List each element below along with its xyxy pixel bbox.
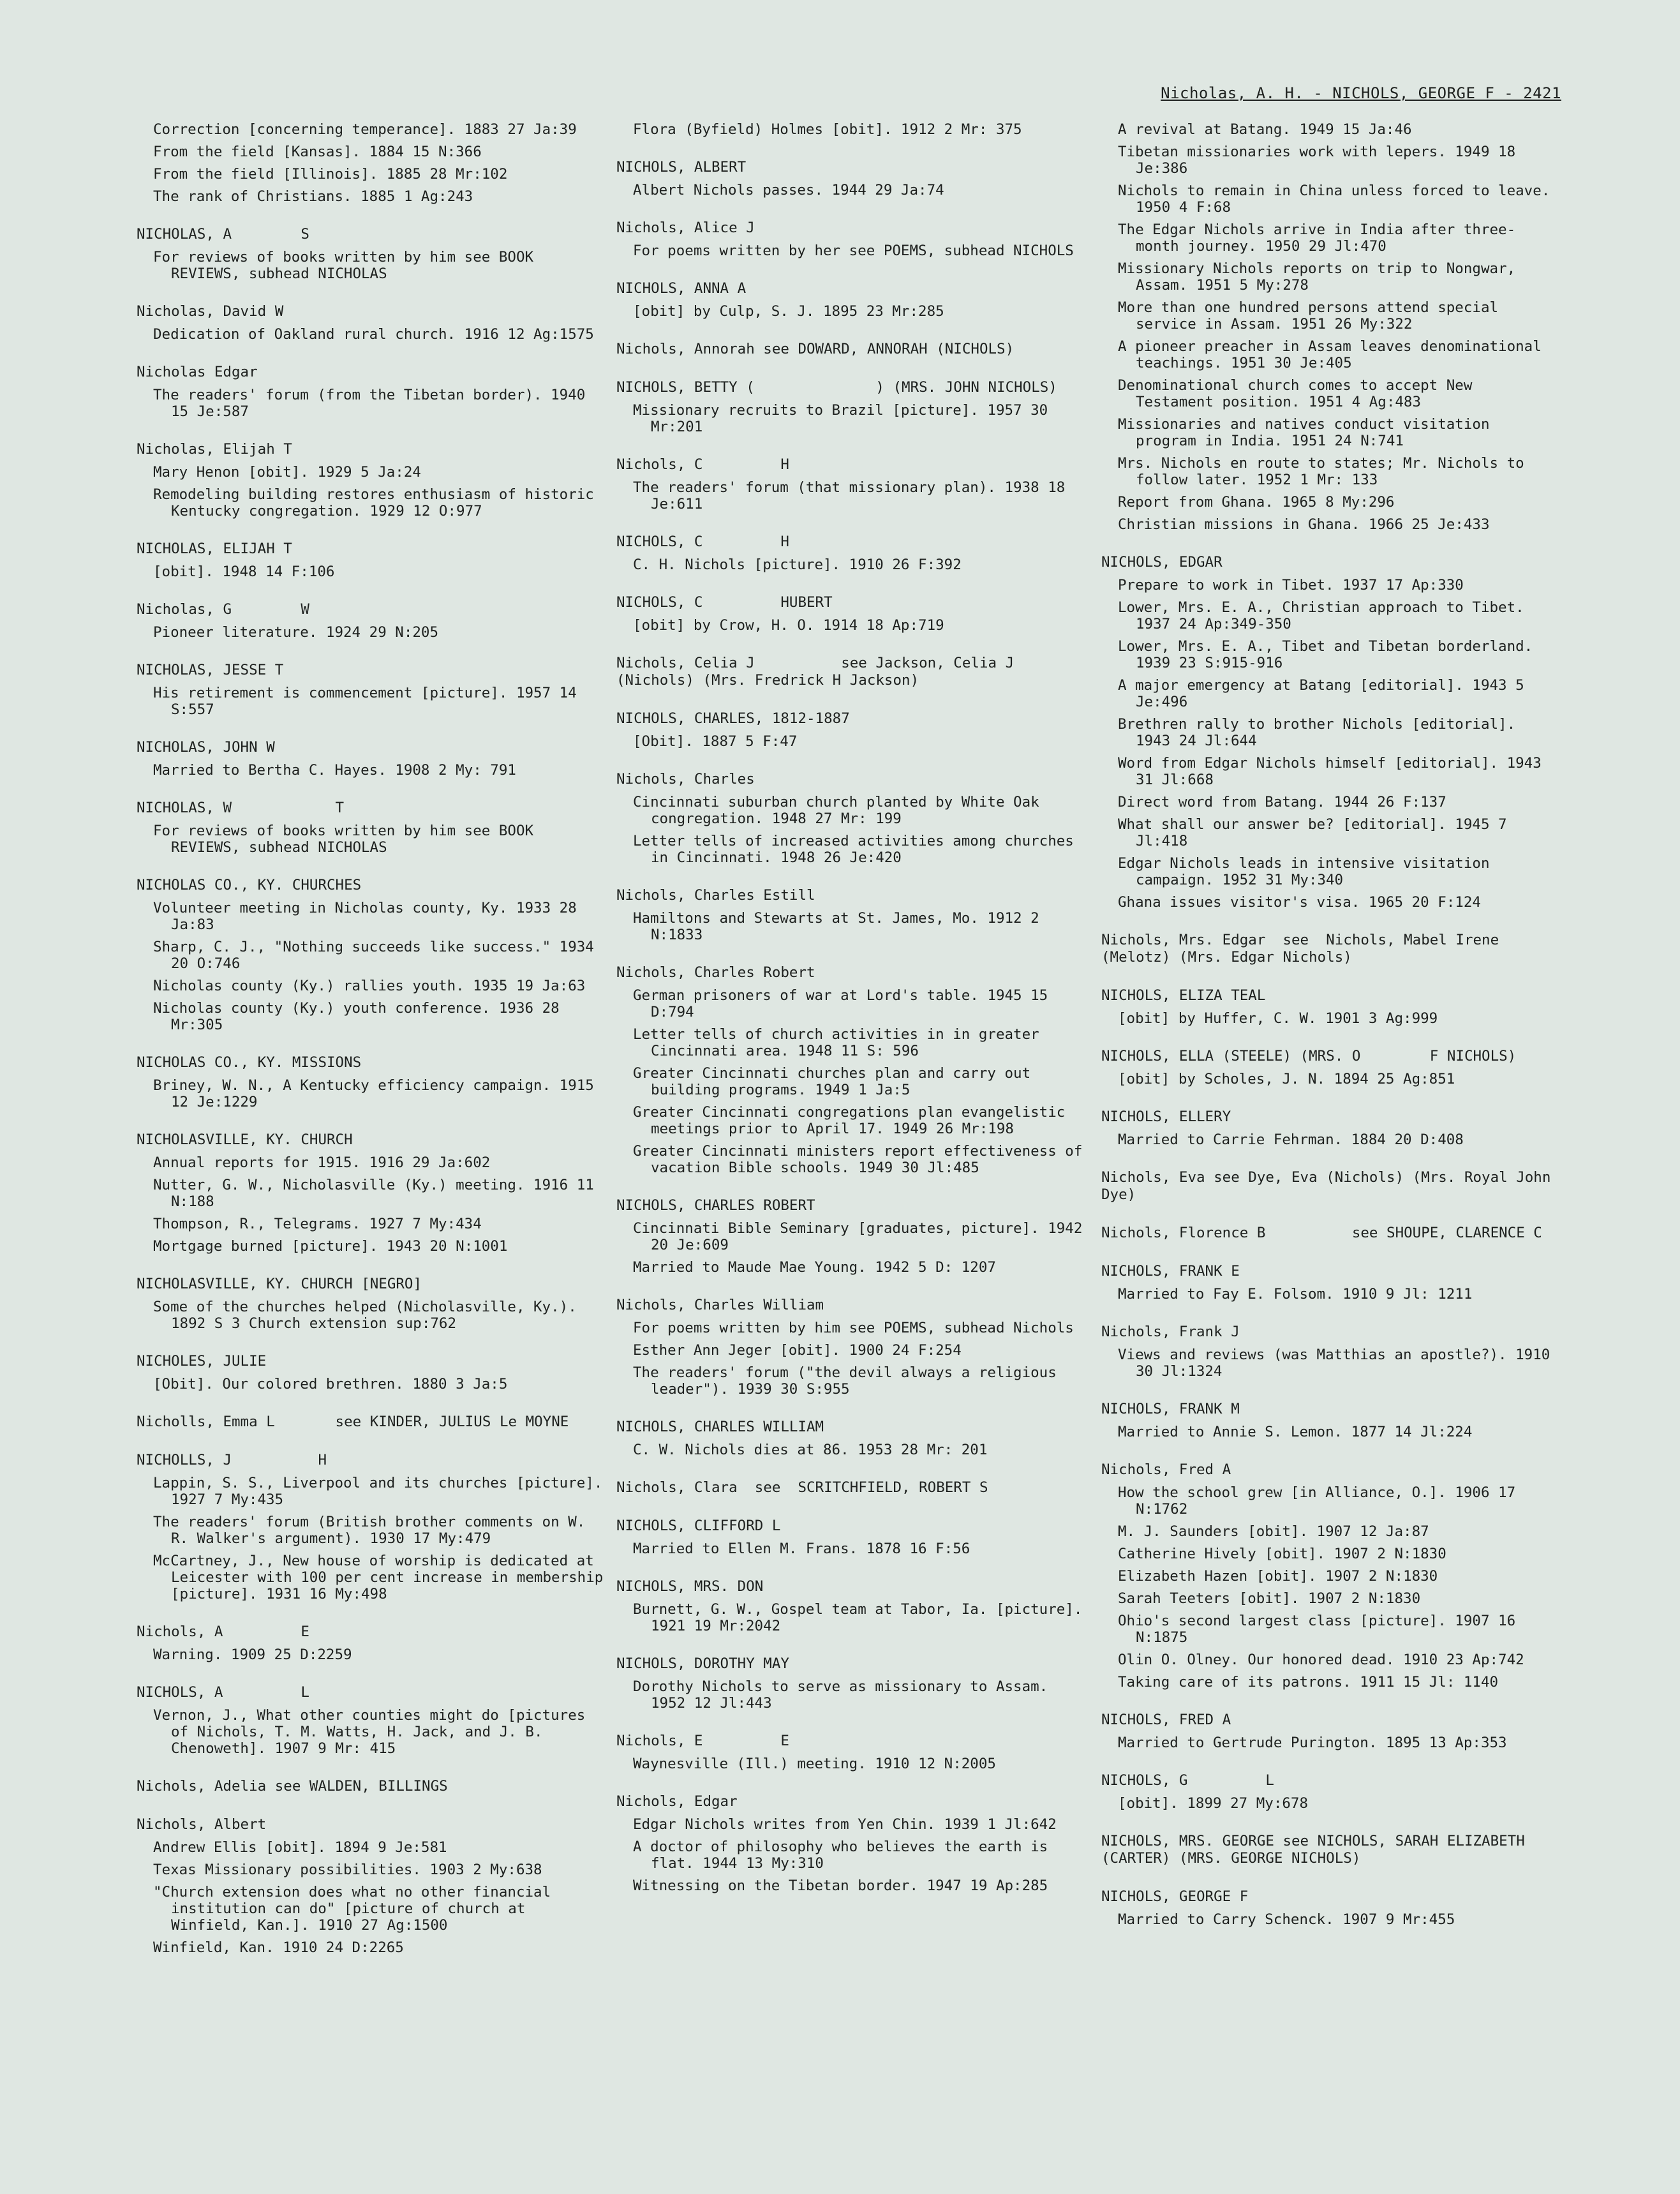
index-entry	[134, 1623, 606, 1663]
index-entry	[614, 456, 1086, 512]
entry-heading: Nichols, Annorah see DOWARD, ANNORAH (NICHOLS)	[616, 341, 1015, 357]
index-column-2	[614, 121, 1091, 1915]
entry-citation: A revival at Batang. 1949 15 Ja:46	[1118, 121, 1412, 138]
index-entry	[134, 1054, 606, 1110]
index-column-3	[1099, 121, 1558, 1949]
entry-citation: Married to Carry Schenck. 1907 9 Mr:455	[1118, 1911, 1455, 1928]
entry-citation: For poems written by her see POEMS, subhead NICHOLS	[633, 243, 1074, 259]
entry-heading: NICHOLS, CHARLES ROBERT	[616, 1197, 815, 1214]
entry-heading: NICHOLS, CHARLES WILLIAM	[616, 1419, 824, 1435]
entry-citation: How the school grew [in Alliance, O.]. 1906 17 N:1762	[1118, 1484, 1524, 1518]
entry-heading: Nichols, Florence B see SHOUPE, CLARENCE C	[1101, 1225, 1542, 1241]
entry-heading: Nichols, Charles	[616, 771, 755, 787]
entry-citation: Thompson, R., Telegrams. 1927 7 My:434	[153, 1216, 482, 1232]
entry-citation: Married to Maude Mae Young. 1942 5 D: 1207	[633, 1259, 996, 1276]
entry-heading: NICHOLS, GEORGE F	[1101, 1888, 1249, 1905]
entry-citation: Mary Henon [obit]. 1929 5 Ja:24	[153, 464, 421, 481]
index-entry	[1099, 1401, 1558, 1440]
index-entry	[1099, 1048, 1558, 1087]
entry-citation: Lower, Mrs. E. A., Tibet and Tibetan borderland. 1939 23 S:915-916	[1118, 638, 1542, 671]
entry-citation: The readers' forum (that missionary plan). 1938 18 Je:611	[633, 479, 1074, 512]
entry-citation: Letter tells of church activities in in greater Cincinnati area. 1948 11 S: 596	[633, 1026, 1048, 1059]
entry-heading: NICHOLS, ELLA (STEELE) (MRS. O F NICHOLS)	[1101, 1048, 1517, 1064]
entry-citation: [obit]. 1948 14 F:106	[153, 563, 335, 580]
index-entry	[1099, 1108, 1558, 1148]
index-entry	[134, 1684, 606, 1757]
entry-heading: NICHOLAS, A S	[137, 226, 309, 243]
index-entry	[134, 1353, 606, 1392]
entry-citation: Missionary recruits to Brazil [picture]. 1957 30 Mr:201	[633, 402, 1057, 435]
entry-citation: Direct word from Batang. 1944 26 F:137	[1118, 794, 1446, 810]
entry-heading: Nichols, Fred A	[1101, 1461, 1231, 1478]
index-entry	[614, 1578, 1091, 1634]
entry-citation: Married to Carrie Fehrman. 1884 20 D:408	[1118, 1131, 1464, 1148]
entry-citation: [obit] by Huffer, C. W. 1901 3 Ag:999	[1118, 1010, 1438, 1027]
entry-citation: The readers' forum (from the Tibetan border). 1940 15 Je:587	[153, 387, 594, 420]
index-entry	[1099, 932, 1558, 966]
entry-citation: Pioneer literature. 1924 29 N:205	[153, 624, 439, 641]
entry-citation: Married to Ellen M. Frans. 1878 16 F:56	[633, 1541, 970, 1557]
entry-citation: From the field [Kansas]. 1884 15 N:366	[153, 144, 482, 160]
entry-citation: Missionary Nichols reports on trip to Nongwar, Assam. 1951 5 My:278	[1118, 260, 1524, 294]
entry-heading: NICHOLS, MRS. DON	[616, 1578, 764, 1595]
entry-citation: McCartney, J., New house of worship is dedicated at Leicester with 100 per cent increase in membership [picture]. 1931 16 My:498	[153, 1553, 612, 1602]
entry-citation: Briney, W. N., A Kentucky efficiency campaign. 1915 12 Je:1229	[153, 1077, 603, 1110]
entry-citation: Esther Ann Jeger [obit]. 1900 24 F:254	[633, 1342, 962, 1359]
index-entry	[614, 887, 1086, 943]
entry-citation: Nutter, G. W., Nicholasville (Ky.) meeting. 1916 11 N:188	[153, 1177, 603, 1210]
entry-heading: NICHOLS, FRED A	[1101, 1712, 1231, 1728]
entry-heading: NICHOLS, C H	[616, 534, 789, 550]
entry-citation: [obit] by Culp, S. J. 1895 23 Mr:285	[633, 303, 944, 320]
entry-citation: More than one hundred persons attend special service in Assam. 1951 26 My:322	[1118, 299, 1507, 332]
entry-citation: Olin O. Olney. Our honored dead. 1910 23 Ap:742	[1118, 1652, 1524, 1668]
index-entry	[134, 739, 606, 779]
entry-citation: [obit] by Crow, H. O. 1914 18 Ap:719	[633, 617, 944, 634]
entry-citation: Warning. 1909 25 D:2259	[153, 1646, 352, 1663]
entry-citation: [Obit]. 1887 5 F:47	[633, 733, 798, 750]
index-entry	[1099, 554, 1558, 911]
running-head: Nicholas, A. H. - NICHOLS, GEORGE F - 2421	[1161, 84, 1561, 102]
entry-heading: NICHOLASVILLE, KY. CHURCH	[137, 1131, 353, 1148]
entry-heading: NICHOLS, FRANK M	[1101, 1401, 1240, 1417]
entry-citation: Greater Cincinnati congregations plan evangelistic meetings prior to April 17. 1949 26 Mr:198	[633, 1104, 1074, 1137]
index-entry	[134, 121, 606, 205]
entry-citation: Tibetan missionaries work with lepers. 1949 18 Je:386	[1118, 144, 1524, 177]
entry-citation: Witnessing on the Tibetan border. 1947 19 Ap:285	[633, 1877, 1048, 1894]
entry-citation: Nicholas county (Ky.) rallies youth. 1935 19 Ja:63	[153, 978, 586, 994]
index-entry	[134, 1452, 612, 1602]
index-entry	[134, 800, 606, 856]
entry-citation: Sarah Teeters [obit]. 1907 2 N:1830	[1118, 1590, 1421, 1607]
entry-heading: NICHOLS, EDGAR	[1101, 554, 1223, 571]
entry-citation: Married to Gertrude Purington. 1895 13 Ap:353	[1118, 1735, 1507, 1751]
entry-citation: Ohio's second largest class [picture]. 1907 16 N:1875	[1118, 1613, 1524, 1646]
entry-citation: The Edgar Nichols arrive in India after three-month journey. 1950 29 Jl:470	[1118, 221, 1516, 255]
entry-heading: Nicholls, Emma L see KINDER, JULIUS Le MOYNE	[137, 1414, 569, 1430]
entry-citation: Flora (Byfield) Holmes [obit]. 1912 2 Mr: 375	[633, 121, 1022, 138]
index-entry	[614, 341, 1086, 358]
entry-citation: [obit] by Scholes, J. N. 1894 25 Ag:851	[1118, 1071, 1455, 1087]
entry-heading: NICHOLS, ELIZA TEAL	[1101, 987, 1266, 1004]
entry-citation: Christian missions in Ghana. 1966 25 Je:433	[1118, 516, 1490, 533]
entry-heading: Nichols, Charles Robert	[616, 964, 815, 981]
entry-citation: Greater Cincinnati churches plan and carry out building programs. 1949 1 Ja:5	[633, 1065, 1039, 1098]
entry-citation: Mortgage burned [picture]. 1943 20 N:1001	[153, 1238, 508, 1255]
index-entry	[134, 1414, 606, 1431]
entry-citation: Winfield, Kan. 1910 24 D:2265	[153, 1939, 404, 1956]
entry-citation: C. H. Nichols [picture]. 1910 26 F:392	[633, 556, 962, 573]
entry-citation: Ghana issues visitor's visa. 1965 20 F:124	[1118, 894, 1481, 911]
index-entry	[134, 1276, 606, 1332]
entry-heading: NICHOLAS CO., KY. MISSIONS	[137, 1054, 362, 1071]
index-entry	[1099, 1833, 1558, 1867]
entry-citation: Cincinnati suburban church planted by White Oak congregation. 1948 27 Mr: 199	[633, 794, 1048, 827]
index-entry	[134, 541, 606, 580]
entry-heading: Nichols, Edgar	[616, 1793, 738, 1810]
index-column-1	[134, 121, 612, 1977]
entry-citation: Prepare to work in Tibet. 1937 17 Ap:330	[1118, 577, 1464, 593]
entry-heading: NICHOLS, ELLERY	[1101, 1108, 1231, 1125]
index-entry	[614, 280, 1086, 320]
index-entry	[134, 441, 606, 519]
entry-heading: Nichols, Albert	[137, 1816, 267, 1833]
index-entry	[614, 594, 1086, 634]
entry-citation: Volunteer meeting in Nicholas county, Ky. 1933 28 Ja:83	[153, 900, 586, 933]
entry-heading: Nichols, Charles Estill	[616, 887, 815, 904]
entry-citation: Lower, Mrs. E. A., Christian approach to Tibet. 1937 24 Ap:349-350	[1118, 599, 1533, 632]
index-entry	[1099, 121, 1558, 533]
entry-citation: Lappin, S. S., Liverpool and its churches [picture]. 1927 7 My:435	[153, 1475, 611, 1508]
index-entry	[1099, 1225, 1558, 1242]
entry-heading: NICHOLAS CO., KY. CHURCHES	[137, 877, 362, 893]
entry-heading: Nicholas, G W	[137, 601, 309, 618]
entry-citation: A major emergency at Batang [editorial]. 1943 5 Je:496	[1118, 677, 1533, 710]
index-entry	[614, 1733, 1086, 1772]
index-entry	[614, 710, 1086, 750]
index-entry	[1099, 1263, 1558, 1302]
index-entry	[614, 1419, 1086, 1458]
index-entry	[134, 226, 606, 282]
entry-citation: For reviews of books written by him see BOOK REVIEWS, subhead NICHOLAS	[153, 249, 542, 282]
entry-heading: NICHOLS, ANNA A	[616, 280, 747, 297]
entry-heading: Nichols, Charles William	[616, 1297, 824, 1313]
entry-heading: NICHOLAS, ELIJAH T	[137, 541, 292, 557]
entry-citation: Cincinnati Bible Seminary [graduates, picture]. 1942 20 Je:609	[633, 1220, 1091, 1253]
entry-citation: Missionaries and natives conduct visitation program in India. 1951 24 N:741	[1118, 416, 1499, 449]
index-entry	[134, 601, 606, 641]
index-entry	[614, 1479, 1086, 1496]
entry-heading: Nichols, Clara see SCRITCHFIELD, ROBERT S	[616, 1479, 988, 1496]
entry-heading: Nichols, Alice J	[616, 220, 755, 236]
index-entry	[614, 1297, 1086, 1398]
index-entry	[134, 1131, 606, 1255]
index-entry	[614, 655, 1086, 689]
index-entry	[614, 771, 1086, 866]
index-entry	[614, 534, 1086, 573]
index-entry	[614, 1197, 1091, 1276]
entry-citation: Letter tells of increased activities among churches in Cincinnati. 1948 26 Je:420	[633, 833, 1083, 866]
entry-citation: M. J. Saunders [obit]. 1907 12 Ja:87	[1118, 1523, 1429, 1540]
entry-citation: What shall our answer be? [editorial]. 1945 7 Jl:418	[1118, 816, 1516, 849]
entry-citation: Brethren rally to brother Nichols [editorial]. 1943 24 Jl:644	[1118, 716, 1524, 749]
index-entry	[614, 121, 1086, 138]
index-entry	[614, 1655, 1086, 1712]
entry-heading: NICHOLS, BETTY ( ) (MRS. JOHN NICHOLS)	[616, 379, 1057, 396]
index-entry	[1099, 1461, 1558, 1690]
entry-heading: NICHOLS, ALBERT	[616, 159, 747, 175]
entry-citation: Elizabeth Hazen [obit]. 1907 2 N:1830	[1118, 1568, 1438, 1585]
entry-citation: Sharp, C. J., "Nothing succeeds like success." 1934 20 O:746	[153, 939, 603, 972]
index-entry	[614, 1518, 1086, 1557]
entry-citation: Vernon, J., What other counties might do [pictures of Nichols, T. M. Watts, H. Jack, and J. B. Chenoweth]. 1907 9 Mr: 415	[153, 1707, 594, 1757]
entry-citation: C. W. Nichols dies at 86. 1953 28 Mr: 201	[633, 1442, 988, 1458]
entry-heading: NICHOLES, JULIE	[137, 1353, 267, 1369]
entry-citation: Nicholas county (Ky.) youth conference. 1936 28 Mr:305	[153, 1000, 569, 1033]
entry-citation: Dorothy Nichols to serve as missionary to Assam. 1952 12 Jl:443	[633, 1678, 1057, 1712]
entry-citation: Word from Edgar Nichols himself [editorial]. 1943 31 Jl:668	[1118, 755, 1550, 788]
entry-heading: Nicholas Edgar	[137, 364, 258, 380]
entry-citation: Denominational church comes to accept New Testament position. 1951 4 Ag:483	[1118, 377, 1481, 410]
entry-heading: Nichols, Frank J	[1101, 1324, 1240, 1340]
entry-citation: Report from Ghana. 1965 8 My:296	[1118, 494, 1395, 511]
entry-citation: Mrs. Nichols en route to states; Mr. Nichols to follow later. 1952 1 Mr: 133	[1118, 455, 1533, 488]
entry-citation: Nichols to remain in China unless forced to leave. 1950 4 F:68	[1118, 183, 1559, 216]
entry-citation: "Church extension does what no other financial institution can do" [picture of church at Winfield, Kan.]. 1910 27 Ag:1500	[153, 1884, 560, 1934]
index-entry	[614, 379, 1086, 435]
index-entry	[614, 159, 1086, 198]
entry-heading: NICHOLS, G L	[1101, 1772, 1274, 1789]
entry-citation: Andrew Ellis [obit]. 1894 9 Je:581	[153, 1839, 447, 1856]
entry-heading: Nichols, E E	[616, 1733, 789, 1749]
entry-citation: Burnett, G. W., Gospel team at Tabor, Ia. [picture]. 1921 19 Mr:2042	[633, 1601, 1091, 1634]
entry-citation: Married to Fay E. Folsom. 1910 9 Jl: 1211	[1118, 1286, 1473, 1302]
entry-citation: Remodeling building restores enthusiasm of historic Kentucky congregation. 1929 12 O:977	[153, 486, 603, 519]
index-entry	[1099, 987, 1558, 1027]
entry-citation: Dedication of Oakland rural church. 1916 12 Ag:1575	[153, 326, 594, 343]
index-entry	[134, 364, 606, 420]
entry-citation: A doctor of philosophy who believes the earth is flat. 1944 13 My:310	[633, 1839, 1057, 1872]
entry-citation: From the field [Illinois]. 1885 28 Mr:102	[153, 166, 508, 183]
entry-citation: Hamiltons and Stewarts at St. James, Mo. 1912 2 N:1833	[633, 910, 1048, 943]
entry-heading: NICHOLS, FRANK E	[1101, 1263, 1240, 1280]
entry-heading: NICHOLS, MRS. GEORGE see NICHOLS, SARAH ELIZABETH (CARTER) (MRS. GEORGE NICHOLS)	[1101, 1833, 1534, 1867]
entry-citation: Texas Missionary possibilities. 1903 2 My:638	[153, 1862, 542, 1878]
entry-citation: Some of the churches helped (Nicholasville, Ky.). 1892 S 3 Church extension sup:762	[153, 1299, 586, 1332]
entry-citation: Edgar Nichols leads in intensive visitation campaign. 1952 31 My:340	[1118, 855, 1499, 888]
entry-citation: The readers' forum (British brother comments on W. R. Walker's argument). 1930 17 My:479	[153, 1514, 594, 1547]
entry-heading: NICHOLS, C HUBERT	[616, 594, 833, 611]
index-entry	[614, 1793, 1086, 1894]
entry-citation: Taking care of its patrons. 1911 15 Jl: 1140	[1118, 1674, 1499, 1690]
entry-heading: NICHOLASVILLE, KY. CHURCH [NEGRO]	[137, 1276, 422, 1292]
entry-citation: Albert Nichols passes. 1944 29 Ja:74	[633, 182, 944, 198]
index-entry	[1099, 1324, 1558, 1380]
entry-heading: NICHOLAS, W T	[137, 800, 345, 816]
entry-citation: Annual reports for 1915. 1916 29 Ja:602	[153, 1154, 491, 1171]
entry-heading: NICHOLS, A L	[137, 1684, 309, 1701]
entry-citation: Married to Annie S. Lemon. 1877 14 Jl:224	[1118, 1424, 1473, 1440]
entry-citation: [Obit]. Our colored brethren. 1880 3 Ja:5	[153, 1376, 508, 1392]
index-entry	[134, 662, 606, 718]
entry-citation: His retirement is commencement [picture]. 1957 14 S:557	[153, 685, 586, 718]
entry-citation: A pioneer preacher in Assam leaves denominational teachings. 1951 30 Je:405	[1118, 338, 1550, 371]
entry-heading: NICHOLLS, J H	[137, 1452, 327, 1468]
index-entry	[1099, 1888, 1558, 1928]
entry-citation: The readers' forum ("the devil always a religious leader"). 1939 30 S:955	[633, 1364, 1066, 1398]
entry-citation: [obit]. 1899 27 My:678	[1118, 1795, 1309, 1812]
entry-heading: Nichols, Adelia see WALDEN, BILLINGS	[137, 1778, 448, 1795]
entry-heading: Nicholas, David W	[137, 303, 284, 320]
entry-heading: NICHOLAS, JOHN W	[137, 739, 275, 756]
entry-citation: Waynesville (Ill.) meeting. 1910 12 N:2005	[633, 1756, 996, 1772]
entry-citation: German prisoners of war at Lord's table. 1945 15 D:794	[633, 987, 1057, 1020]
index-entry	[1099, 1169, 1558, 1204]
entry-heading: Nichols, Mrs. Edgar see Nichols, Mabel Irene (Melotz) (Mrs. Edgar Nichols)	[1101, 932, 1508, 966]
entry-heading: Nichols, C H	[616, 456, 789, 473]
index-entry	[134, 877, 606, 1033]
entry-heading: Nichols, Eva see Dye, Eva (Nichols) (Mrs. Royal John Dye)	[1101, 1169, 1559, 1203]
entry-heading: Nichols, Celia J see Jackson, Celia J (Nichols) (Mrs. Fredrick H Jackson)	[616, 655, 1083, 689]
entry-citation: Married to Bertha C. Hayes. 1908 2 My: 791	[153, 762, 516, 779]
index-entry	[614, 220, 1086, 259]
entry-citation: For poems written by him see POEMS, subhead Nichols	[633, 1320, 1074, 1336]
entry-citation: Catherine Hively [obit]. 1907 2 N:1830	[1118, 1546, 1446, 1562]
index-entry	[134, 1778, 606, 1795]
entry-citation: The rank of Christians. 1885 1 Ag:243	[153, 188, 473, 205]
entry-citation: Correction [concerning temperance]. 1883 27 Ja:39	[153, 121, 577, 138]
index-entry	[1099, 1772, 1558, 1812]
entry-citation: Edgar Nichols writes from Yen Chin. 1939 1 Jl:642	[633, 1816, 1057, 1833]
entry-heading: Nichols, A E	[137, 1623, 309, 1640]
entry-heading: NICHOLS, CHARLES, 1812-1887	[616, 710, 850, 727]
index-entry	[614, 964, 1091, 1176]
index-entry	[134, 303, 606, 343]
entry-citation: Views and reviews (was Matthias an apostle?). 1910 30 Jl:1324	[1118, 1347, 1559, 1380]
entry-heading: NICHOLAS, JESSE T	[137, 662, 284, 678]
entry-heading: Nicholas, Elijah T	[137, 441, 292, 458]
index-entry	[1099, 1712, 1558, 1751]
entry-citation: For reviews of books written by him see BOOK REVIEWS, subhead NICHOLAS	[153, 823, 542, 856]
entry-heading: NICHOLS, DOROTHY MAY	[616, 1655, 789, 1672]
entry-heading: NICHOLS, CLIFFORD L	[616, 1518, 781, 1534]
index-entry	[134, 1816, 606, 1956]
entry-citation: Greater Cincinnati ministers report effectiveness of vacation Bible schools. 1949 30 Jl:485	[633, 1143, 1091, 1176]
